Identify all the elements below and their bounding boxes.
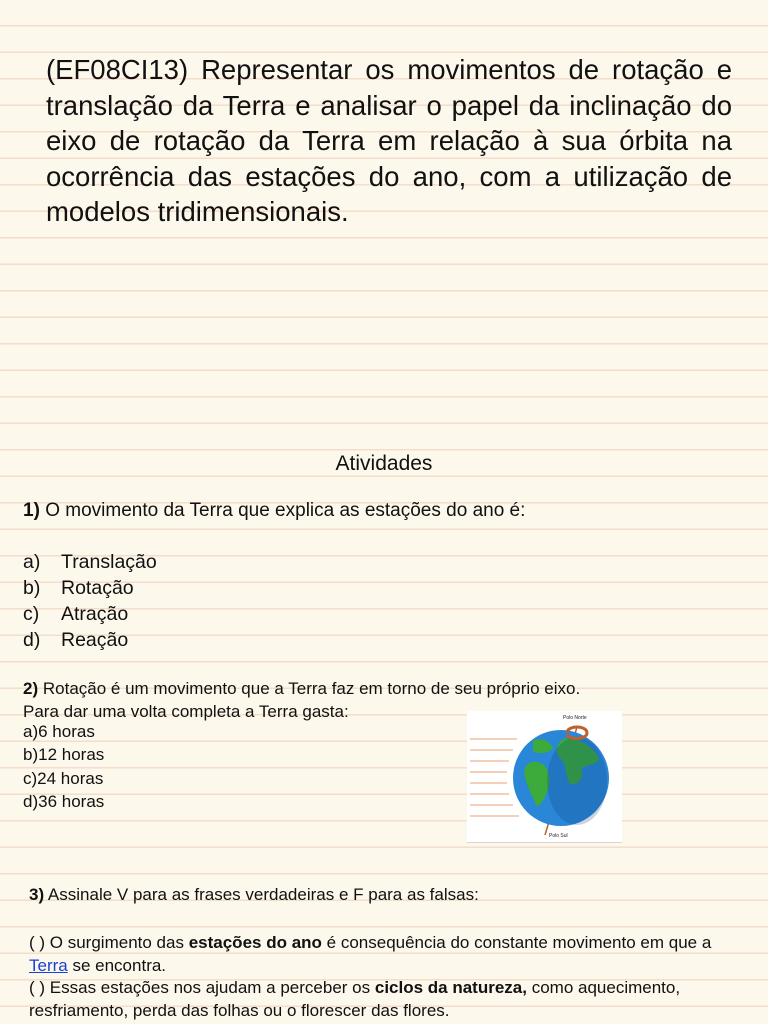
south-pole-label: Polo Sul <box>549 833 568 839</box>
statement-text: Essas estações nos ajudam a perceber os <box>49 978 371 997</box>
question-number: 1) <box>23 500 40 521</box>
question-3 <box>29 885 479 905</box>
option-a: a)6 horas <box>23 722 95 741</box>
question-2-options <box>23 720 104 813</box>
sun-rays <box>470 739 519 816</box>
option-text: Rotação <box>61 577 134 599</box>
question-number: 3) <box>29 885 45 904</box>
question-2-line-1 <box>23 677 580 700</box>
answer-blank[interactable]: ( ) <box>29 978 46 997</box>
option-a <box>23 549 157 575</box>
option-text: Atração <box>61 603 129 625</box>
question-3-statements <box>29 932 739 1022</box>
question-number: 2) <box>23 679 39 698</box>
option-c: c)24 horas <box>23 768 104 788</box>
statement-bold: ciclos da natureza, <box>374 978 527 997</box>
statement-bold: estações do ano <box>188 933 322 952</box>
option-text: Reação <box>61 629 129 651</box>
option-b: b)12 horas <box>23 745 105 765</box>
option-letter: a) <box>23 551 41 573</box>
option-letter: b) <box>23 577 41 599</box>
terra-link[interactable]: Terra <box>29 955 68 975</box>
earth-rotation-figure <box>467 711 622 843</box>
statement-text: O surgimento das <box>49 933 184 952</box>
section-title: Atividades <box>335 452 433 475</box>
question-text: Assinale V para as frases verdadeiras e F para as falsas: <box>47 885 479 904</box>
statement-1 <box>29 932 739 977</box>
statement-text: como aquecimento, resfriamento, perda das folhas ou o florescer das flores. <box>29 978 681 1020</box>
question-1 <box>23 500 525 522</box>
question-2-line-2: Para dar uma volta completa a Terra gasta: <box>23 702 349 721</box>
question-text: Rotação é um movimento que a Terra faz em torno de seu próprio eixo. <box>42 679 581 698</box>
option-letter: d) <box>23 629 41 651</box>
earth-globe-illustration <box>467 711 622 842</box>
answer-blank[interactable]: ( ) <box>29 933 46 952</box>
objective-heading: (EF08CI13) Representar os movimentos de rotação e translação da Terra e analisar o papel da inclinação do eixo de rotação da Terra em relação à sua órbita na ocorrência das estações do ano, com a utilização de modelos tridimensionais. <box>46 54 732 227</box>
option-b <box>23 575 157 601</box>
question-text: O movimento da Terra que explica as estações do ano é: <box>45 500 526 521</box>
option-c <box>23 601 157 627</box>
option-d <box>23 627 157 653</box>
question-1-options <box>23 549 157 653</box>
option-d: d)36 horas <box>23 791 105 811</box>
option-letter: c) <box>23 603 40 625</box>
north-pole-label: Polo Norte <box>563 715 587 721</box>
statement-text: é consequência do constante movimento em que a <box>326 933 712 952</box>
statement-2 <box>29 977 739 1022</box>
option-text: Translação <box>61 551 157 573</box>
statement-text: se encontra. <box>72 955 167 975</box>
earth-shadow <box>547 737 607 825</box>
